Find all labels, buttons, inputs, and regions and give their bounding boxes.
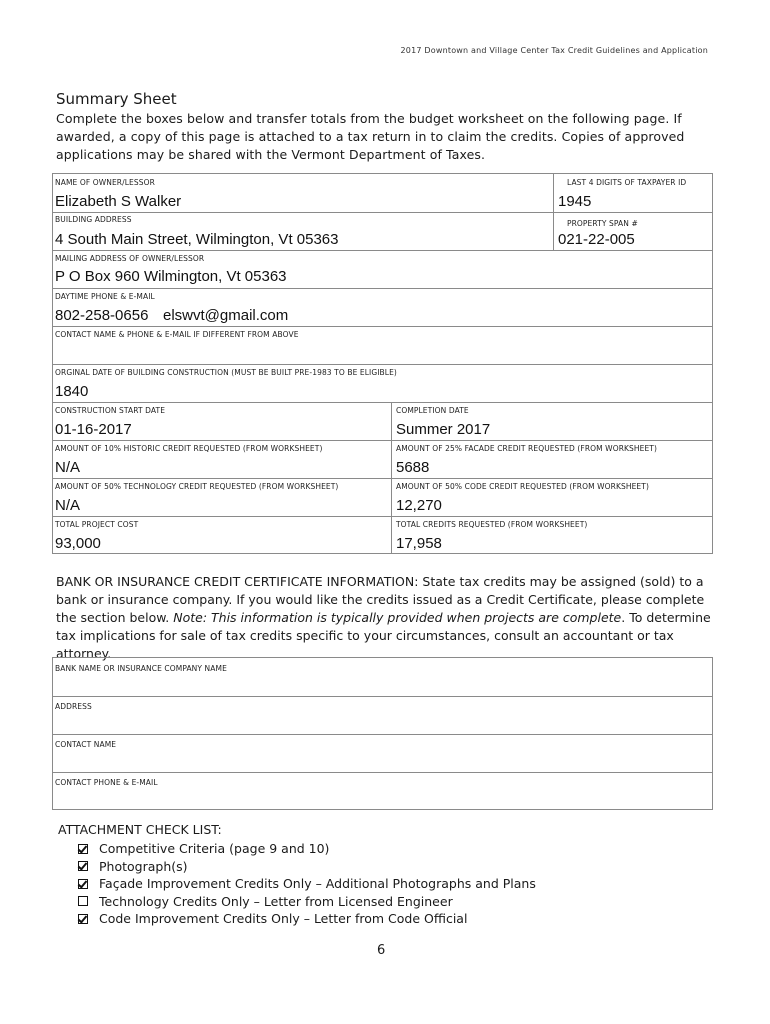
checkbox-checked-icon[interactable] (78, 879, 88, 889)
construction-start-label: CONSTRUCTION START DATE (55, 406, 166, 415)
checklist-item-label: Code Improvement Credits Only – Letter from Code Official (99, 911, 468, 926)
bank-info-text-b: . To determine tax implications for sale of tax credits specific to your circumstances, consult an accountant or tax attorney. (56, 610, 711, 661)
bank-info-note: Note: This information is typically provided when projects are complete (173, 610, 622, 625)
phone-field[interactable]: 802-258-0656 (55, 307, 149, 324)
historic-credit-field[interactable]: N/A (55, 459, 81, 476)
summary-form (52, 173, 713, 554)
total-credits-field[interactable]: 17,958 (396, 535, 442, 552)
original-date-field[interactable]: 1840 (55, 383, 89, 400)
technology-credit-label: AMOUNT OF 50% TECHNOLOGY CREDIT REQUESTED (FROM WORKSHEET) (55, 482, 339, 491)
total-project-cost-label: TOTAL PROJECT COST (55, 520, 139, 529)
original-date-label: ORGINAL DATE OF BUILDING CONSTRUCTION (MUST BE BUILT PRE-1983 TO BE ELIGIBLE) (55, 368, 397, 377)
total-project-cost-field[interactable]: 93,000 (55, 535, 101, 552)
mailing-address-label: MAILING ADDRESS OF OWNER/LESSOR (55, 254, 205, 263)
code-credit-field[interactable]: 12,270 (396, 497, 442, 514)
checkbox-checked-icon[interactable] (78, 914, 88, 924)
mailing-address-field[interactable]: P O Box 960 Wilmington, Vt 05363 (55, 268, 287, 285)
facade-credit-field[interactable]: 5688 (396, 459, 430, 476)
bank-info-text-a: State tax credits may be assigned (sold) to a bank or insurance company. If you would like the credits issued as a Credit Certificate, please complete the section below. (56, 574, 705, 625)
construction-start-field[interactable]: 01-16-2017 (55, 421, 132, 438)
checklist-item (78, 893, 536, 911)
property-span-label: PROPERTY SPAN # (567, 219, 638, 228)
bank-phone-label: CONTACT PHONE & E-MAIL (55, 778, 158, 787)
intro-paragraph: Complete the boxes below and transfer totals from the budget worksheet on the following page. If awarded, a copy of this page is attached to a tax return in to claim the credits. Copies of approved applications may be shared with the Vermont Department of Taxes. (56, 111, 685, 162)
checkbox-checked-icon[interactable] (78, 844, 88, 854)
building-address-field[interactable]: 4 South Main Street, Wilmington, Vt 05363 (55, 231, 339, 248)
technology-credit-field[interactable]: N/A (55, 497, 81, 514)
property-span-field[interactable]: 021-22-005 (558, 231, 635, 248)
bank-info-paragraph (56, 573, 716, 663)
completion-date-field[interactable]: Summer 2017 (396, 421, 491, 438)
attachment-checklist (78, 840, 536, 928)
facade-credit-label: AMOUNT OF 25% FACADE CREDIT REQUESTED (FROM WORKSHEET) (396, 444, 658, 453)
running-header: 2017 Downtown and Village Center Tax Credit Guidelines and Application (400, 46, 708, 55)
building-address-label: BUILDING ADDRESS (55, 215, 132, 224)
contact-label: CONTACT NAME & PHONE & E-MAIL IF DIFFERENT FROM ABOVE (55, 330, 299, 339)
checklist-item (78, 910, 536, 928)
phone-email-label: DAYTIME PHONE & E-MAIL (55, 292, 155, 301)
taxpayer-id-field[interactable]: 1945 (558, 193, 592, 210)
owner-label: NAME OF OWNER/LESSOR (55, 178, 155, 187)
checklist-item-label: Façade Improvement Credits Only – Additional Photographs and Plans (99, 876, 536, 891)
taxpayer-id-label: LAST 4 DIGITS OF TAXPAYER ID (567, 178, 687, 187)
total-credits-label: TOTAL CREDITS REQUESTED (FROM WORKSHEET) (396, 520, 588, 529)
email-field[interactable]: elswvt@gmail.com (163, 307, 289, 324)
bank-form (52, 657, 713, 810)
checklist-item-label: Competitive Criteria (page 9 and 10) (99, 841, 330, 856)
bank-name-label: BANK NAME OR INSURANCE COMPANY NAME (55, 664, 227, 673)
checkbox-checked-icon[interactable] (78, 861, 88, 871)
bank-address-label: ADDRESS (55, 702, 92, 711)
checklist-item (78, 858, 536, 876)
code-credit-label: AMOUNT OF 50% CODE CREDIT REQUESTED (FROM WORKSHEET) (396, 482, 649, 491)
attachment-checklist-title: ATTACHMENT CHECK LIST: (58, 822, 222, 837)
page-title: Summary Sheet (56, 90, 177, 108)
bank-info-heading: BANK OR INSURANCE CREDIT CERTIFICATE INFORMATION: (56, 574, 419, 589)
completion-date-label: COMPLETION DATE (396, 406, 469, 415)
checklist-item-label: Technology Credits Only – Letter from Licensed Engineer (99, 893, 453, 909)
checkbox-unchecked-icon[interactable] (78, 896, 88, 906)
historic-credit-label: AMOUNT OF 10% HISTORIC CREDIT REQUESTED (FROM WORKSHEET) (55, 444, 323, 453)
page-number: 6 (377, 943, 386, 958)
owner-field[interactable]: Elizabeth S Walker (55, 193, 182, 210)
checklist-item-label: Photograph(s) (99, 858, 188, 874)
checklist-item (78, 875, 536, 893)
checklist-item (78, 840, 536, 858)
bank-contact-label: CONTACT NAME (55, 740, 117, 749)
